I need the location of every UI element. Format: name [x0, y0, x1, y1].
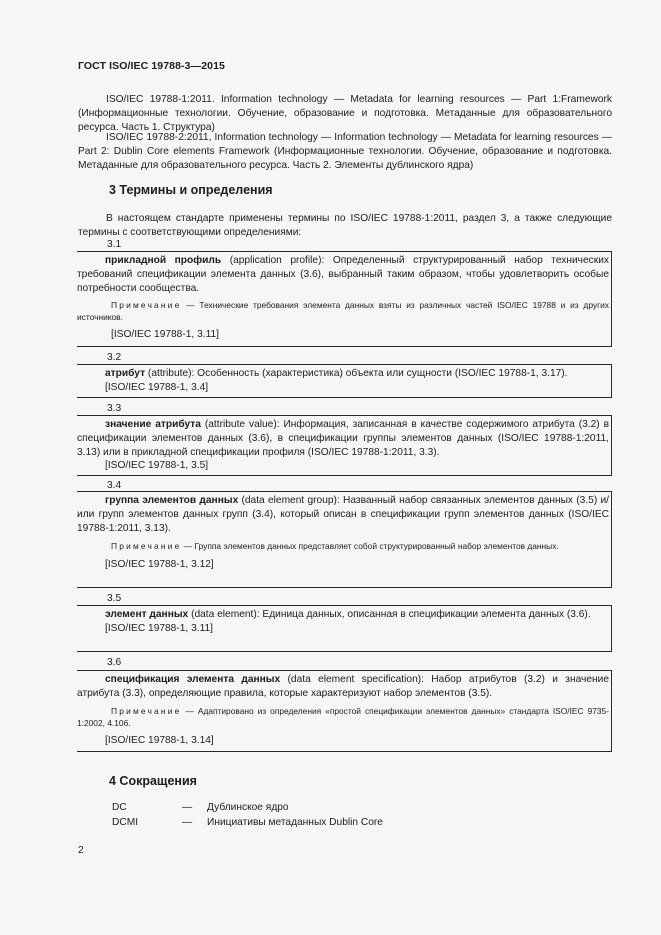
term-note: [77, 299, 609, 323]
abbreviation-meaning: Дублинское ядро: [207, 802, 289, 813]
term-number: 3.4: [107, 480, 122, 491]
term-reference: [ISO/IEC 19788-1, 3.5]: [105, 460, 209, 472]
term-box: [77, 670, 612, 752]
term-definition: [77, 494, 609, 535]
term-name: атрибут: [105, 368, 146, 379]
note-text: — Группа элементов данных представляет собой структурированный набор элементов данных.: [181, 541, 559, 552]
section-3-intro: В настоящем стандарте применены термины по ISO/IEC 19788-1:2011, раздел 3, а также следующие термины с соответствующими определениями:: [78, 213, 612, 238]
term-name: элемент данных: [105, 609, 189, 620]
term-definition: [77, 367, 609, 381]
term-definition: [77, 608, 609, 622]
section-3-heading: 3 Термины и определения: [109, 183, 273, 197]
term-reference: [ISO/IEC 19788-1, 3.11]: [111, 329, 219, 341]
term-reference: [ISO/IEC 19788-1, 3.11]: [105, 622, 213, 634]
term-definition: [77, 254, 609, 295]
note-label: Примечание: [111, 705, 182, 716]
term-box: [77, 605, 612, 652]
reference-2: ISO/IEC 19788-2:2011, Information technology — Information technology — Metadata for learning resources — Part 2: Dublin Core elements Framework (Информационные технологии. Обучение, образование и подготовка. Метаданные для образовательного ресурса. Часть 2. Элементы дублинского ядра): [78, 132, 612, 171]
term-number: 3.6: [107, 657, 122, 668]
term-number: 3.1: [107, 239, 122, 250]
definition-text: (attribute): Особенность (характеристика) объекта или сущности (ISO/IEC 19788-1, 3.17).: [145, 368, 568, 379]
abbreviation-dash: —: [182, 817, 193, 828]
term-name: группа элементов данных: [105, 495, 239, 506]
term-reference: [ISO/IEC 19788-1, 3.14]: [105, 734, 214, 746]
definition-text: (data element): Единица данных, описанная в спецификации элемента данных (3.6).: [188, 609, 591, 620]
term-note: [77, 540, 609, 552]
term-note: [77, 705, 609, 729]
term-number: 3.2: [107, 352, 122, 363]
abbreviation: DC: [112, 802, 127, 813]
term-reference: [ISO/IEC 19788-1, 3.12]: [105, 559, 214, 571]
term-name: значение атрибута: [105, 419, 201, 430]
term-number: 3.3: [107, 403, 122, 414]
abbreviation-meaning: Инициативы метаданных Dublin Core: [207, 817, 383, 828]
note-label: Примечание: [111, 541, 182, 552]
note-label: Примечание: [111, 300, 182, 311]
definition-text: (data element group): Названный набор связанных элементов данных (3.5) и/или групп элементов данных групп (3.4), который описан в спецификации групп элементов данных (ISO/IEC 19788-1:2011, 3.13).: [77, 495, 609, 534]
term-reference: [ISO/IEC 19788-1, 3.4]: [105, 381, 209, 393]
term-name: прикладной профиль: [105, 255, 222, 266]
section-4-heading: 4 Сокращения: [109, 774, 197, 788]
document-header: ГОСТ ISO/IEC 19788-3—2015: [78, 60, 225, 72]
abbreviation-dash: —: [182, 802, 193, 813]
note-text: — Технические требования элемента данных взяты из различных частей ISO/IEC 19788 и из других источников.: [77, 300, 609, 323]
page-number: 2: [78, 845, 84, 856]
definition-text: (attribute value): Информация, записанная в качестве содержимого атрибута (3.2) в спецификации элементов данных (3.6), в спецификации группы элементов данных (ISO/IEC 19788-1:2011, 3.13) или в прикладной спецификации профиля (ISO/IEC 19788-1:2011, 3.3).: [77, 419, 609, 458]
term-box: [77, 251, 612, 347]
term-definition: [77, 418, 609, 459]
term-name: спецификация элемента данных: [105, 674, 281, 685]
reference-1: ISO/IEC 19788-1:2011. Information technology — Metadata for learning resources — Part 1:Framework (Информационные технологии. Обучение, образование и подготовка. Метаданные для образовательного ресурса. Часть 1. Структура): [78, 94, 612, 133]
abbreviation: DCMI: [112, 817, 139, 828]
term-number: 3.5: [107, 593, 122, 604]
definition-text: (application profile): Определенный структурированный набор технических требований спецификации элемента данных (3.6), выбранный таким образом, чтобы удовлетворить особые потребности сообщества.: [77, 255, 609, 294]
term-box: [77, 415, 612, 476]
term-definition: [77, 673, 609, 701]
definition-text: (data element specification): Набор атрибутов (3.2) и значение атрибута (3.3), определяющие правила, которые характеризуют набор элементов (3.5).: [77, 674, 609, 699]
note-text: — Адаптировано из определения «простой спецификации элементов данных» стандарта ISO/IEC 9735-1:2002, 4.106.: [77, 705, 609, 728]
term-box: [77, 491, 612, 588]
term-box: [77, 364, 612, 398]
